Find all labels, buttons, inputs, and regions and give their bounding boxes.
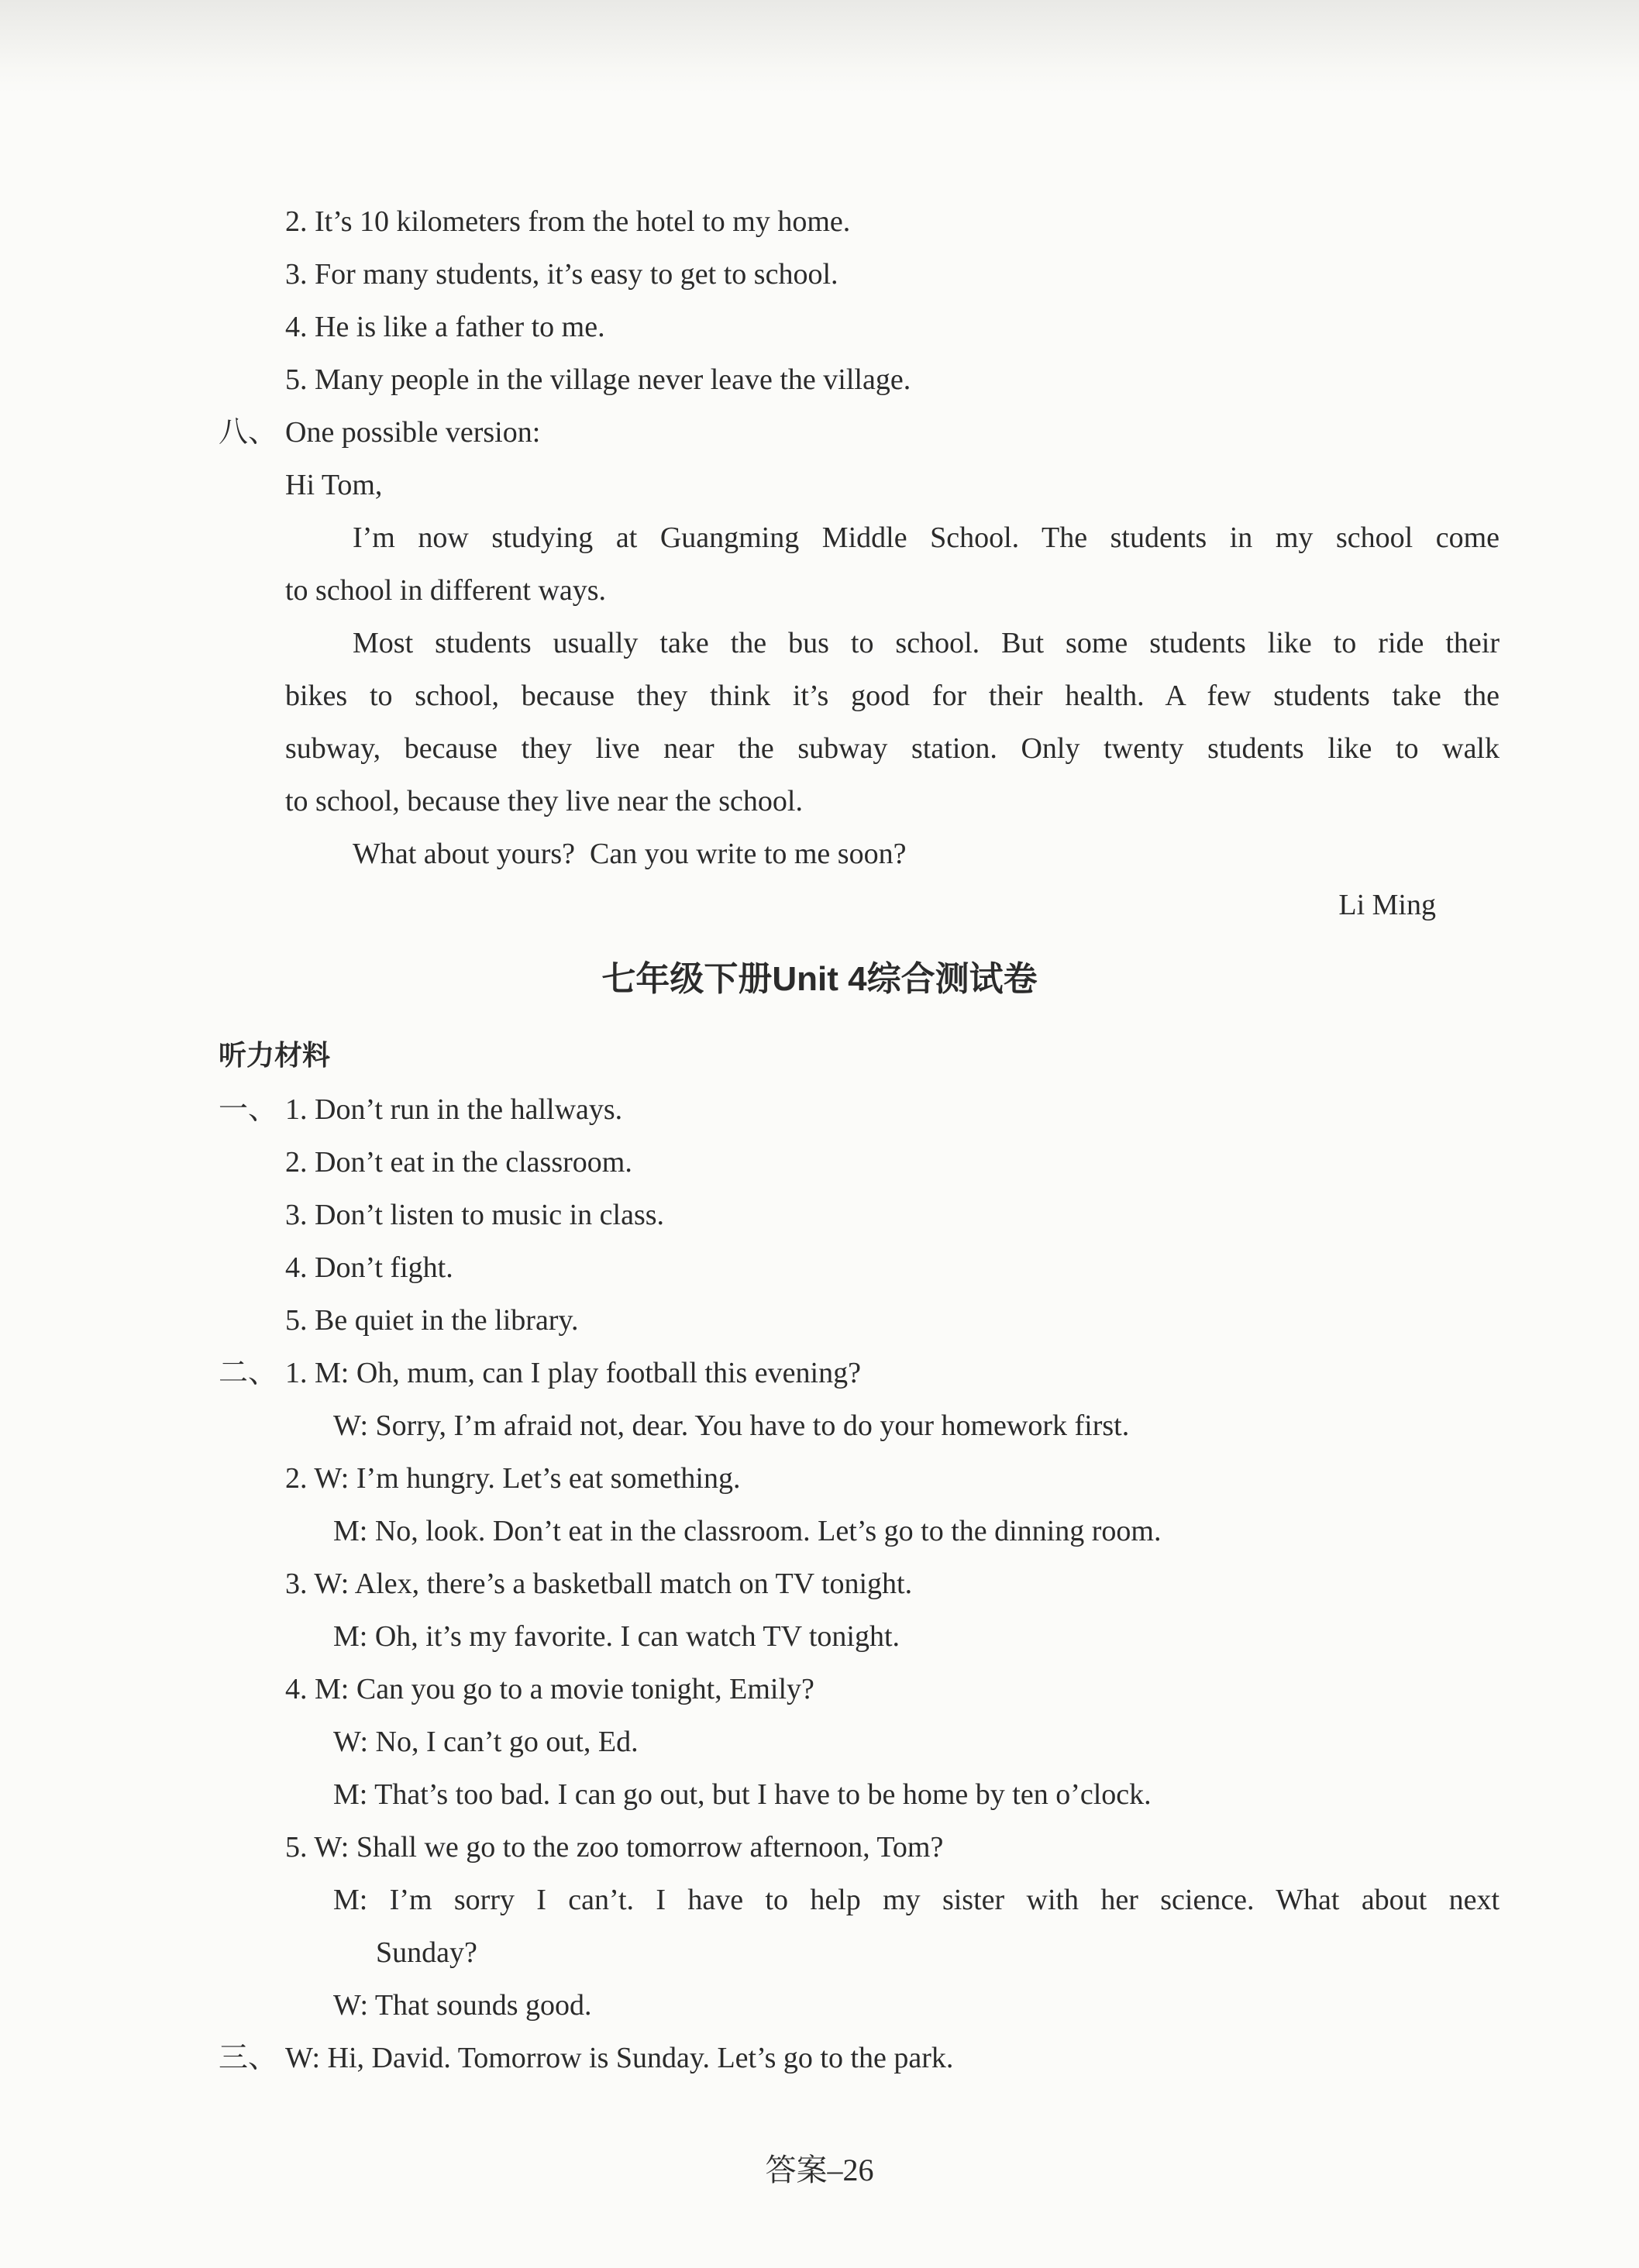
section-marker: 八、 [219,416,278,449]
page-number: 答案–26 [765,2153,874,2187]
part-marker: 一、 [219,1093,278,1126]
listening-heading: 听力材料 [219,1039,331,1071]
letter-line: What about yours? Can you write to me soon? [353,838,907,870]
page-top-shadow [0,0,1639,93]
transcript-line: M: Oh, it’s my favorite. I can watch TV tonight. [333,1620,900,1653]
transcript-line: M: No, look. Don’t eat in the classroom. Let’s go to the dinning room. [333,1515,1162,1547]
letter-greeting: Hi Tom, [285,469,383,501]
answer-line: 3. For many students, it’s easy to get to school. [285,258,838,291]
transcript-line: 3. W: Alex, there’s a basketball match on TV tonight. [285,1568,913,1600]
section-intro: One possible version: [285,416,541,449]
transcript-line: 2. Don’t eat in the classroom. [285,1146,632,1179]
letter-line: to school, because they live near the school. [285,785,803,817]
part-marker: 三、 [219,2042,278,2074]
transcript-line: 5. W: Shall we go to the zoo tomorrow afternoon, Tom? [285,1831,944,1864]
transcript-line: W: Sorry, I’m afraid not, dear. You have to do your homework first. [333,1409,1130,1442]
transcript-line: 1. M: Oh, mum, can I play football this evening? [285,1357,861,1389]
letter-line: subway, because they live near the subway station. Only twenty students like to walk [285,732,1500,765]
transcript-line: M: I’m sorry I can’t. I have to help my sister with her science. What about next [333,1884,1500,1916]
letter-line: Most students usually take the bus to school. But some students like to ride their [353,627,1500,659]
transcript-line: 4. M: Can you go to a movie tonight, Emily? [285,1673,814,1705]
letter-line: bikes to school, because they think it’s good for their health. A few students take the [285,680,1500,712]
test-title: 七年级下册Unit 4综合测试卷 [601,960,1038,998]
letter-line: I’m now studying at Guangming Middle School. The students in my school come [353,521,1500,554]
answer-line: 2. It’s 10 kilometers from the hotel to my home. [285,205,851,238]
answer-line: 5. Many people in the village never leave the village. [285,363,911,396]
transcript-line: 2. W: I’m hungry. Let’s eat something. [285,1462,741,1495]
transcript-line: 4. Don’t fight. [285,1251,453,1284]
transcript-line: W: Hi, David. Tomorrow is Sunday. Let’s go to the park. [285,2042,954,2074]
transcript-line: Sunday? [376,1936,477,1969]
transcript-line: M: That’s too bad. I can go out, but I have to be home by ten o’clock. [333,1778,1152,1811]
transcript-line: 5. Be quiet in the library. [285,1304,579,1337]
transcript-line: 3. Don’t listen to music in class. [285,1199,665,1231]
transcript-line: W: That sounds good. [333,1989,592,2022]
letter-signature: Li Ming [1338,889,1436,921]
transcript-line: W: No, I can’t go out, Ed. [333,1726,639,1758]
letter-line: to school in different ways. [285,574,607,607]
transcript-line: 1. Don’t run in the hallways. [285,1093,623,1126]
part-marker: 二、 [219,1357,278,1389]
answer-line: 4. He is like a father to me. [285,311,605,343]
